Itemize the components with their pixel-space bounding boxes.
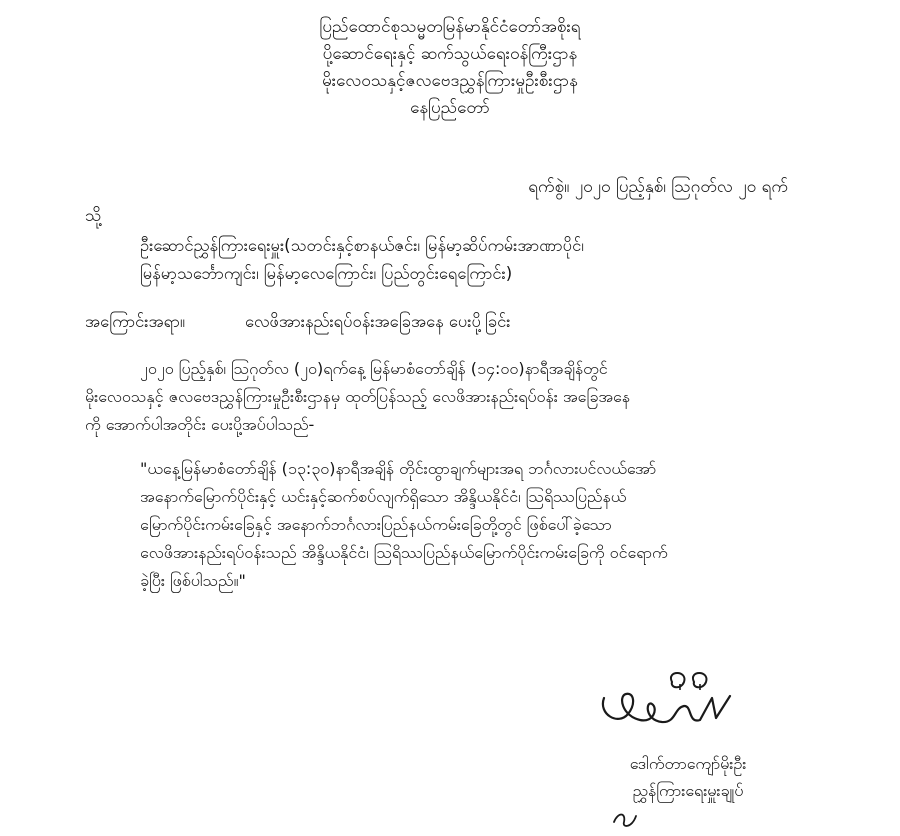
subject-text: လေဖိအားနည်းရပ်ဝန်းအခြေအနေ ပေးပို့ခြင်း bbox=[245, 312, 511, 331]
quote-line: "ယနေ့မြန်မာစံတော်ချိန် (၁၃:၃၀)နာရီအချိန် တိုင်းထွာချက်များအရ ဘင်္ဂလားပင်လယ်အော် bbox=[140, 459, 657, 478]
signatory-title: ညွှန်ကြားရေးမှူးချုပ် bbox=[632, 781, 744, 800]
body-line: ကို အောက်ပါအတိုင်း ပေးပို့အပ်ပါသည်- bbox=[85, 415, 315, 434]
handwritten-signature bbox=[596, 668, 746, 736]
letterhead-city: နေပြည်တော် bbox=[410, 98, 490, 118]
letterhead-department: မိုးလေဝသနှင့်ဇလဗေဒညွှန်ကြားမှုဦးစီးဌာန bbox=[322, 71, 578, 91]
subject-label: အကြောင်းအရာ။ bbox=[85, 312, 185, 331]
letterhead-government: ပြည်ထောင်စုသမ္မတမြန်မာနိုင်ငံတော်အစိုးရ bbox=[319, 17, 581, 37]
quote-line: မြောက်ပိုင်းကမ်းခြေနှင့် အနောက်ဘင်္ဂလားပြည်နယ်ကမ်းခြေတို့တွင် ဖြစ်ပေါ်ခဲ့သော bbox=[140, 515, 612, 534]
signatory-name: ဒေါက်တာကျော်မိုးဦး bbox=[629, 754, 747, 773]
body-paragraph bbox=[85, 355, 820, 439]
recipient bbox=[140, 232, 820, 288]
quote-line: ခဲ့ပြီး ဖြစ်ပါသည်။" bbox=[140, 571, 246, 590]
recipient-line: ဦးဆောင်ညွှန်ကြားရေးမှူး(သတင်းနှင့်စာနယ်ဇင်း၊ မြန်မာ့ဆိပ်ကမ်းအာဏာပိုင်၊ bbox=[140, 236, 584, 255]
body-line: ၂၀၂၀ ပြည့်နှစ်၊ ဩဂုတ်လ (၂၀)ရက်နေ့ မြန်မာစံတော်ချိန် (၁၄:၀၀)နာရီအချိန်တွင် bbox=[140, 359, 608, 378]
recipient-line: မြန်မာ့သင်္ဘောကျင်း၊ မြန်မာ့လေကြောင်း၊ ပြည်တွင်းရေကြောင်း) bbox=[140, 264, 513, 283]
subject-line bbox=[85, 312, 510, 336]
handwritten-initial-mark bbox=[610, 808, 640, 830]
signature-block bbox=[588, 750, 788, 804]
body-line: မိုးလေဝသနှင့် ဇလဗေဒညွှန်ကြားမှုဦးစီးဌာနမှ ထုတ်ပြန်သည့် လေဖိအားနည်းရပ်ဝန်း အခြေအနေ bbox=[85, 387, 630, 406]
quote-line: လေဖိအားနည်းရပ်ဝန်းသည် အိန္ဒိယနိုင်ငံ၊ ဩရိဿပြည်နယ်မြောက်ပိုင်းကမ်းခြေကို ဝင်ရောက် bbox=[140, 543, 668, 562]
to-label: သို့ bbox=[85, 206, 102, 226]
letterhead bbox=[150, 14, 750, 122]
quote-line: အနောက်မြောက်ပိုင်းနှင့် ယင်းနှင့်ဆက်စပ်လျက်ရှိသော အိန္ဒိယနိုင်ငံ၊ ဩရိဿပြည်နယ် bbox=[140, 487, 627, 506]
letter-date: ရက်စွဲ။ ၂၀၂၀ ပြည့်နှစ်၊ ဩဂုတ်လ ၂၀ ရက် bbox=[528, 177, 788, 197]
letterhead-ministry: ပို့ဆောင်ရေးနှင့် ဆက်သွယ်ရေးဝန်ကြီးဌာန bbox=[322, 44, 578, 64]
quoted-bulletin bbox=[140, 455, 830, 595]
